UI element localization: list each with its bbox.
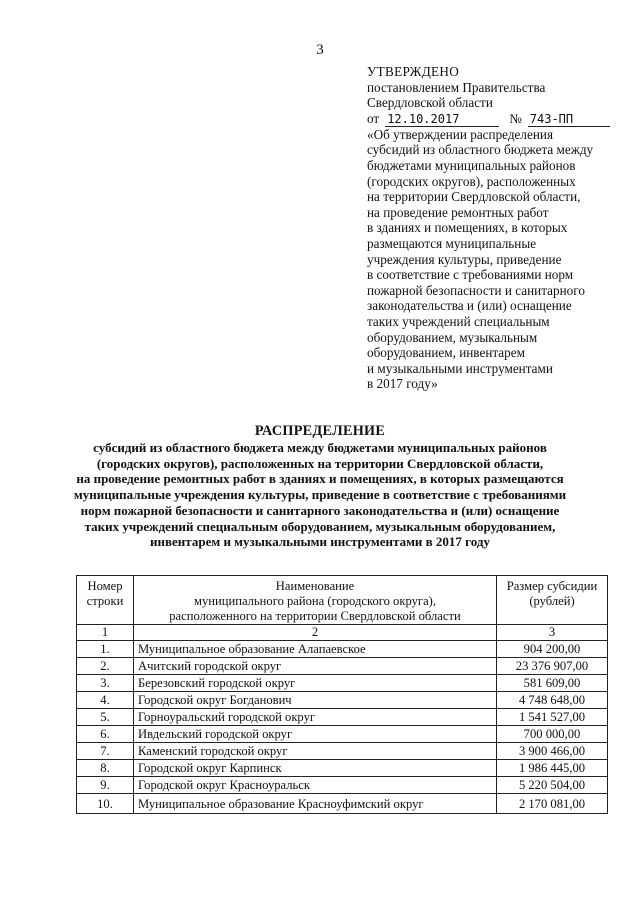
about-line: законодательства и (или) оснащение — [367, 298, 572, 314]
approval-line-2: Свердловской области — [367, 95, 493, 111]
row-number-cell: 7. — [77, 743, 134, 760]
amount-cell: 581 609,00 — [497, 675, 608, 692]
about-line: и музыкальными инструментами — [367, 360, 553, 376]
amount-cell: 4 748 648,00 — [497, 692, 608, 709]
column-number-row — [77, 625, 608, 641]
subtitle-line: норм пожарной безопасности и санитарного законодательства и (или) оснащение — [80, 502, 560, 518]
header-line: муниципального района (городского округа), — [193, 594, 436, 608]
municipality-cell: Березовский городской округ — [134, 675, 497, 692]
municipality-cell: Горноуральский городской округ — [134, 709, 497, 726]
header-line: (рублей) — [529, 594, 575, 608]
column-number: 3 — [497, 625, 608, 641]
subtitle-line: субсидий из областного бюджета между бюджетами муниципальных районов — [93, 440, 547, 455]
table-row — [77, 777, 608, 794]
table-row — [77, 794, 608, 814]
amount-cell: 5 220 504,00 — [497, 777, 608, 794]
about-line: субсидий из областного бюджета между — [367, 142, 594, 158]
row-number-cell: 10. — [77, 794, 134, 814]
municipality-cell: Городской округ Красноуральск — [134, 777, 497, 794]
row-number-cell: 2. — [77, 658, 134, 675]
approval-block — [367, 64, 617, 392]
about-line: в зданиях и помещениях, в которых — [367, 220, 568, 236]
table-row — [77, 726, 608, 743]
table-row — [77, 709, 608, 726]
distribution-subtitle — [40, 440, 600, 550]
municipality-cell: Городской округ Богданович — [134, 692, 497, 709]
row-number-cell: 9. — [77, 777, 134, 794]
header-subsidy-amount — [497, 576, 608, 625]
approval-title: УТВЕРЖДЕНО — [367, 64, 460, 79]
amount-cell: 3 900 466,00 — [497, 743, 608, 760]
table-row — [77, 743, 608, 760]
header-row-number — [77, 576, 134, 625]
row-number-cell: 3. — [77, 675, 134, 692]
subtitle-line: муниципальные учреждения культуры, приведение в соответствие с требованиями — [73, 487, 567, 503]
row-number-cell: 6. — [77, 726, 134, 743]
about-line: в 2017 году» — [367, 376, 438, 392]
municipality-cell: Муниципальное образование Алапаевское — [134, 641, 497, 658]
amount-cell: 2 170 081,00 — [497, 794, 608, 814]
municipality-cell: Городской округ Карпинск — [134, 760, 497, 777]
table-row — [77, 760, 608, 777]
approval-about — [367, 127, 617, 392]
municipality-cell: Ивдельский городской округ — [134, 726, 497, 743]
about-line: «Об утверждении распределения — [367, 126, 554, 142]
subtitle-line: (городских округов), расположенных на территории Свердловской области, — [96, 455, 544, 471]
about-line: оборудованием, инвентарем — [367, 345, 525, 361]
row-number-cell: 1. — [77, 641, 134, 658]
column-number: 2 — [134, 625, 497, 641]
municipality-cell: Муниципальное образование Красноуфимский округ — [134, 794, 497, 814]
about-line: в соответствие с требованиями норм — [367, 267, 574, 283]
about-line: (городских округов), расположенных — [367, 173, 576, 189]
amount-cell: 1 986 445,00 — [497, 760, 608, 777]
row-number-cell: 8. — [77, 760, 134, 777]
about-line: таких учреждений специальным — [367, 313, 550, 329]
approval-line-1: постановлением Правительства — [367, 79, 546, 95]
amount-cell: 904 200,00 — [497, 641, 608, 658]
municipality-cell: Ачитский городской округ — [134, 658, 497, 675]
header-line: Номер — [87, 579, 123, 593]
subsidies-table — [76, 575, 608, 814]
about-line: бюджетами муниципальных районов — [367, 157, 576, 173]
subtitle-line: инвентарем и музыкальными инструментами в 2017 году — [150, 534, 490, 550]
table-row — [77, 675, 608, 692]
approval-date-number — [367, 111, 617, 127]
header-line: строки — [86, 594, 124, 608]
row-number-cell: 5. — [77, 709, 134, 726]
table-row — [77, 692, 608, 709]
about-line: размещаются муниципальные — [367, 235, 537, 251]
table-row — [77, 641, 608, 658]
amount-cell: 1 541 527,00 — [497, 709, 608, 726]
header-line: Наименование — [275, 579, 355, 593]
date-prefix: от — [367, 110, 380, 126]
header-line: Размер субсидии — [506, 579, 598, 593]
number-prefix: № — [509, 110, 522, 126]
approval-date: 12.10.2017 — [385, 113, 499, 127]
about-line: учреждения культуры, приведение — [367, 251, 562, 267]
subtitle-line: на проведение ремонтных работ в зданиях и помещениях, в которых размещаются — [76, 471, 564, 487]
header-line: расположенного на территории Свердловской области — [169, 609, 461, 623]
page-number: 3 — [316, 42, 324, 58]
table-header-row — [77, 576, 608, 625]
table-row — [77, 658, 608, 675]
about-line: на территории Свердловской области, — [367, 189, 581, 205]
subtitle-line: таких учреждений специальным оборудованием, музыкальным оборудованием, — [84, 518, 556, 534]
about-line: оборудованием, музыкальным — [367, 329, 538, 345]
amount-cell: 700 000,00 — [497, 726, 608, 743]
municipality-cell: Каменский городской округ — [134, 743, 497, 760]
approval-number: 743-ПП — [528, 113, 610, 127]
column-number: 1 — [77, 625, 134, 641]
about-line: пожарной безопасности и санитарного — [367, 282, 585, 298]
row-number-cell: 4. — [77, 692, 134, 709]
distribution-title: РАСПРЕДЕЛЕНИЕ — [254, 423, 386, 439]
amount-cell: 23 376 907,00 — [497, 658, 608, 675]
header-municipality — [134, 576, 497, 625]
about-line: на проведение ремонтных работ — [367, 204, 549, 220]
